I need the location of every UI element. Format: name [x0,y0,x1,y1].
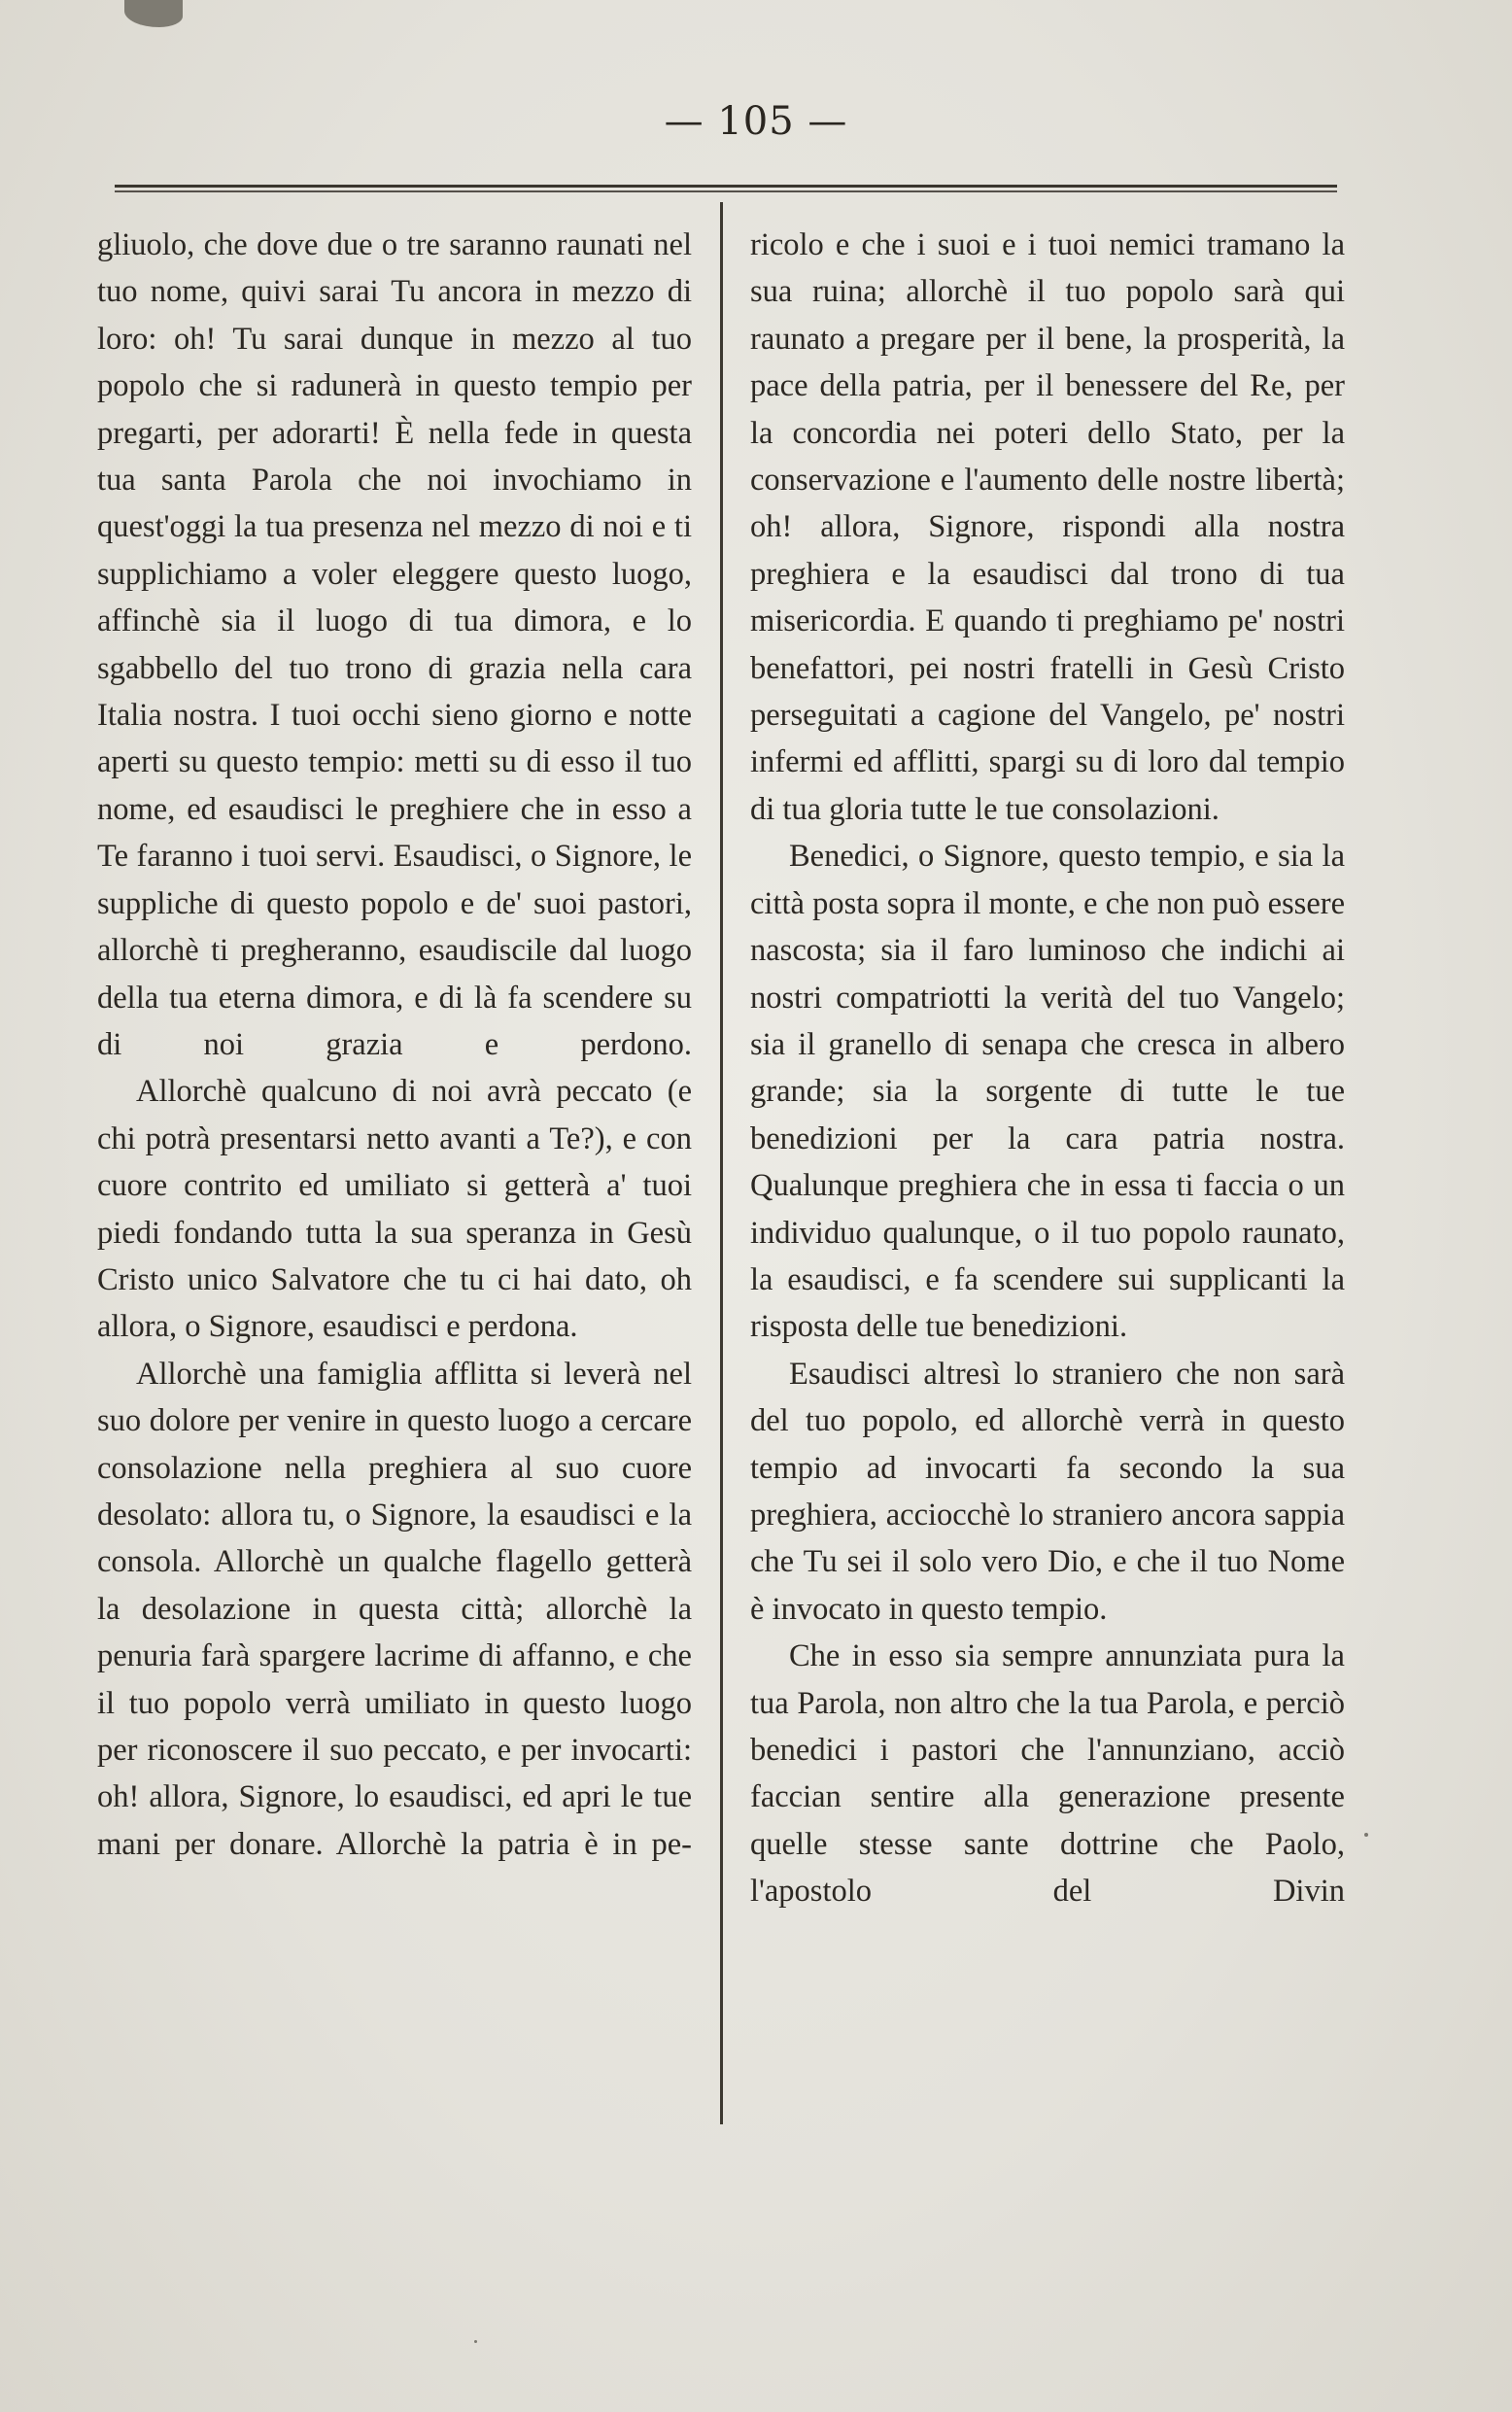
left-column [97,222,692,1868]
paragraph: ricolo e che i suoi e i tuoi nemici tramano la sua ruina; allorchè il tuo popolo sarà qui raunato a pregare per il bene, la prosperità, la pace della patria, per il benessere del Re, per la concordia nei poteri dello Stato, per la conservazione e l'aumento delle nostre libertà; oh! allora, Signore, rispondi alla nostra preghiera e la esaudisci dal trono di tua misericordia. E quando ti preghiamo pe' nostri benefattori, pei nostri fratelli in Gesù Cristo perseguitati a cagione del Vangelo, pe' nostri infermi ed afflitti, spargi su di loro dal tempio di tua gloria tutte le tue consolazioni. [750,227,1345,827]
paragraph: Che in esso sia sempre annunziata pura la tua Parola, non altro che la tua Parola, e perciò benedici i pastori che l'annunziano, acciò faccian sentire alla generazione presente quelle stesse sante dottrine che Paolo, l'apostolo del Divin [750,1638,1345,1910]
paragraph: gliuolo, che dove due o tre saranno raunati nel tuo nome, quivi sarai Tu ancora in mezzo di loro: oh! Tu sarai dunque in mezzo al tuo popolo che si radunerà in questo tempio per pregarti, per adorarti! È nella fede in questa tua santa Parola che noi invochiamo in quest'oggi la tua presenza nel mezzo di noi e ti supplichiamo a voler eleggere questo luogo, affinchè sia il luogo di tua dimora, e lo sgabbello del tuo trono di grazia nella cara Italia nostra. I tuoi occhi sieno giorno e notte aperti su questo tempio: metti su di esso il tuo nome, ed esaudisci le preghiere che in esso a Te faranno i tuoi servi. Esaudisci, o Signore, le suppliche di questo popolo e de' suoi pastori, allorchè ti pregheranno, esaudiscile dal luogo della tua eterna dimora, e di là fa scendere su di noi grazia e perdono. [97,227,692,1062]
paper-speck [474,2340,477,2343]
paragraph: Esaudisci altresì lo straniero che non sarà del tuo popolo, ed allorchè verrà in questo tempio ad invocarti fa secondo la sua preghiera, acciocchè lo straniero ancora sappia che Tu sei il solo vero Dio, e che il tuo Nome è invocato in questo tempio. [750,1356,1345,1627]
ink-blot [124,0,183,27]
paper-speck [1364,1833,1368,1837]
header-rule [115,185,1337,188]
header-rule-thin [115,190,1337,192]
paragraph: Benedici, o Signore, questo tempio, e sia la città posta sopra il monte, e che non può essere nascosta; sia il faro luminoso che indichi ai nostri compatriotti la verità del tuo Vangelo; sia il granello di senapa che cresca in albero grande; sia la sorgente di tutte le tue benedizioni per la cara patria nostra. Qualunque preghiera che in essa ti faccia o un individuo qualunque, o il tuo popolo raunato, la esaudisci, e fa scendere sui supplicanti la risposta delle tue benedizioni. [750,839,1345,1345]
page-number: — 105 — [664,99,848,144]
column-divider [720,202,723,2124]
paragraph: Allorchè qualcuno di noi avrà peccato (e chi potrà presentarsi netto avanti a Te?), e con cuore contrito ed umiliato si getterà a' tuoi piedi fondando tutta la sua speranza in Gesù Cristo unico Salvatore che tu ci hai dato, oh allora, o Signore, esaudisci e perdona. [97,1074,692,1345]
right-column [750,222,1345,1915]
paragraph: Allorchè una famiglia afflitta si leverà nel suo dolore per venire in questo luogo a cercare consolazione nella preghiera al suo cuore desolato: allora tu, o Signore, la esaudisci e la consola. Allorchè un qualche flagello getterà la desolazione in questa città; allorchè la penuria farà spargere lacrime di affanno, e che il tuo popolo verrà umiliato in questo luogo per riconoscere il suo peccato, e per invocarti: oh! allora, Signore, lo esaudisci, ed apri le tue mani per donare. Allorchè la patria è in pe- [97,1356,692,1862]
